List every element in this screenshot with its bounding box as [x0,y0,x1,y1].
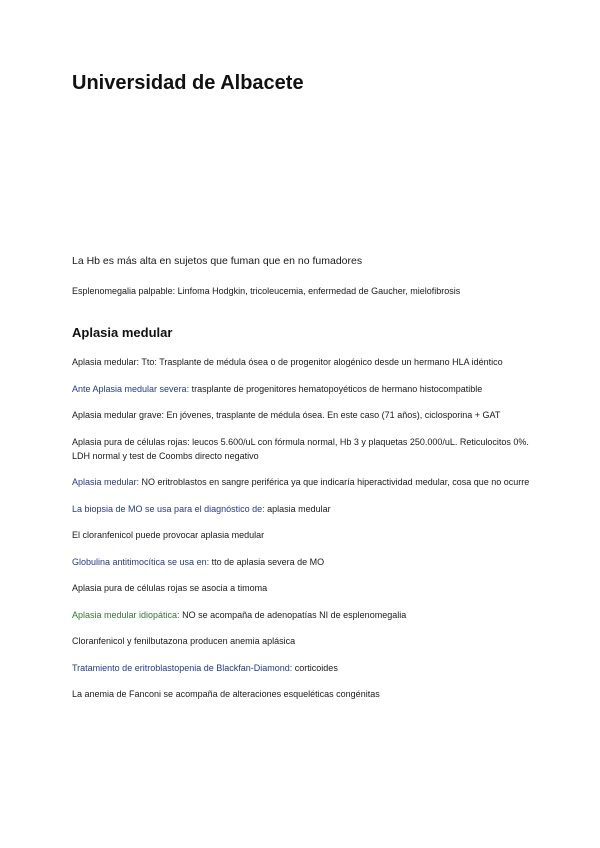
item-text: La anemia de Fanconi se acompaña de alteraciones esqueléticas congénitas [72,689,380,699]
list-item [72,435,532,463]
item-text: Aplasia pura de células rojas: leucos 5.600/uL con fórmula normal, Hb 3 y plaquetas 250.000/uL. Reticulocitos 0%. LDH normal y test de Coombs directo negativo [72,436,529,461]
item-lead: Aplasia medular: [72,477,140,487]
item-text: tto de aplasia severa de MO [209,556,325,567]
item-lead: La biopsia de MO se usa para el diagnóstico de: [72,503,265,514]
item-text: Aplasia medular: Tto: Trasplante de médula ósea o de progenitor alogénico desde un hermano HLA idéntico [72,357,503,367]
item-text: trasplante de progenitores hematopoyéticos de hermano histocompatible [189,383,483,394]
page-title: Universidad de Albacete [72,72,304,94]
list-item [72,475,532,489]
intro-line-hb: La Hb es más alta en sujetos que fuman que en no fumadores [72,255,363,267]
list-item [72,581,532,595]
list-item [72,355,532,369]
list-item [72,408,532,422]
item-text: NO se acompaña de adenopatías NI de esplenomegalia [179,609,407,620]
item-text: Aplasia pura de células rojas se asocia a timoma [72,583,268,593]
item-text: El cloranfenicol puede provocar aplasia medular [72,530,265,540]
section-heading: Aplasia medular [72,325,173,340]
item-text: Aplasia medular grave: En jóvenes, trasplante de médula ósea. En este caso (71 años), ciclosporina + GAT [72,410,501,420]
list-item [72,634,532,648]
item-lead: Tratamiento de eritroblastopenia de Blackfan-Diamond: [72,662,293,673]
item-text: Cloranfenicol y fenilbutazona producen anemia aplásica [72,636,296,646]
list-item [72,555,532,569]
list-item [72,502,532,516]
item-text: NO eritroblastos en sangre periférica ya que indicaría hiperactividad medular, cosa que no ocurre [139,477,530,487]
item-text: corticoides [292,662,338,673]
aplasia-items-list [72,355,532,714]
list-item [72,661,532,675]
intro-line-esplenomegalia: Esplenomegalia palpable: Linfoma Hodgkin, tricoleucemia, enfermedad de Gaucher, mielofibrosis [72,286,461,296]
list-item [72,382,532,396]
item-lead: Globulina antitimocítica se usa en: [72,556,210,567]
list-item [72,687,532,701]
list-item [72,528,532,542]
item-lead: Ante Aplasia medular severa: [72,383,190,394]
item-text: aplasia medular [264,503,331,514]
item-lead: Aplasia medular idiopática: [72,609,180,620]
list-item [72,608,532,622]
